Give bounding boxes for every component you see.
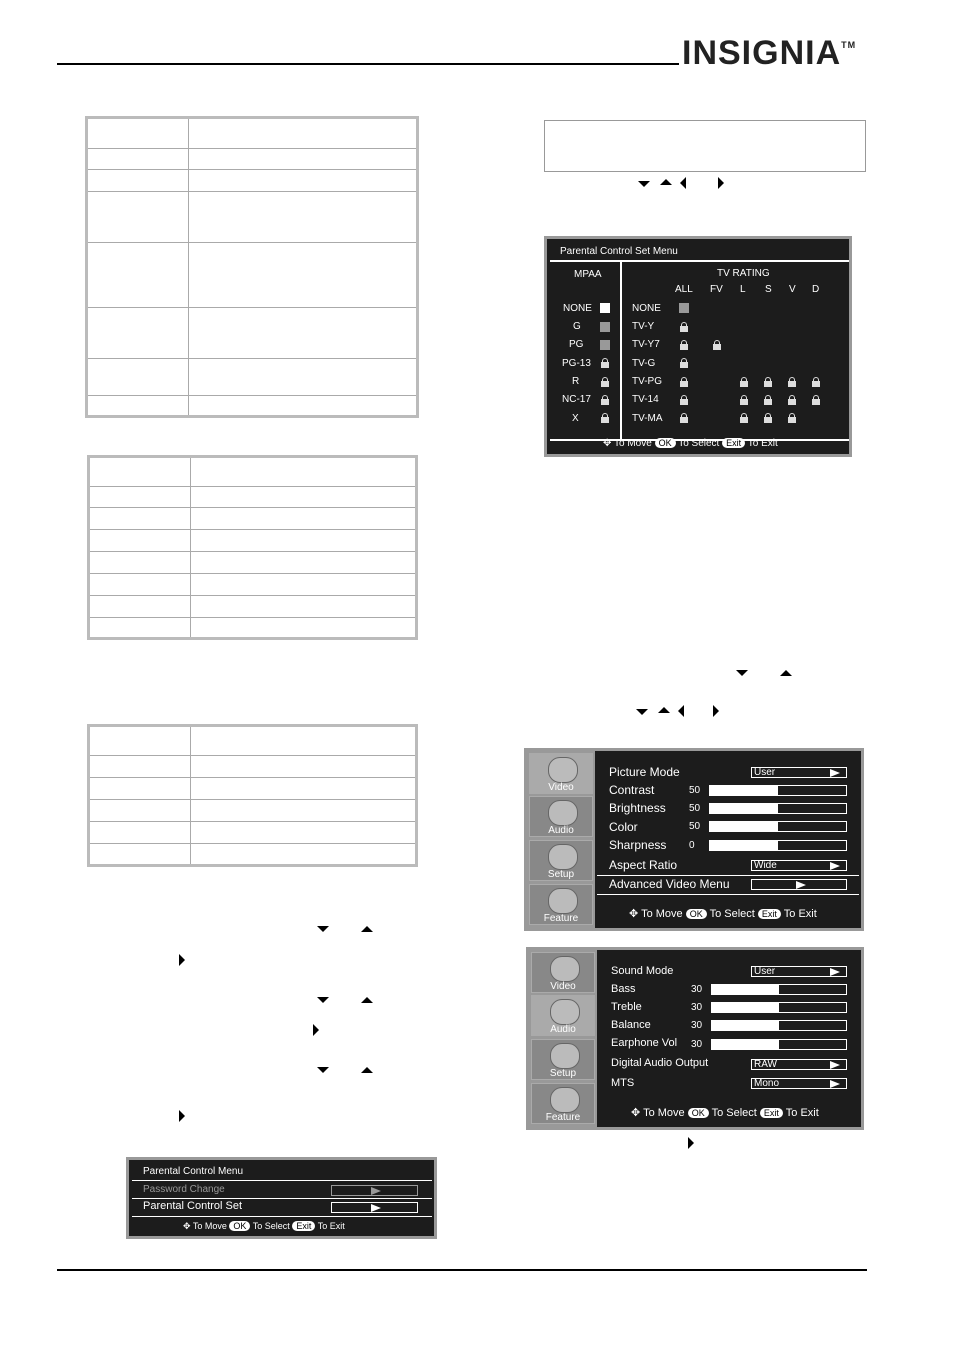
tv-ma[interactable]: TV-MA bbox=[632, 413, 663, 424]
side-tab-video[interactable]: Video bbox=[529, 753, 593, 794]
brand-logo: INSIGNIA™ bbox=[682, 34, 857, 72]
side-tab-feature[interactable]: Feature bbox=[531, 1083, 595, 1124]
exit-key-icon: Exit bbox=[760, 1108, 783, 1118]
lock-icon[interactable] bbox=[679, 377, 689, 387]
tv-y[interactable]: TV-Y bbox=[632, 321, 655, 332]
move-icon: ✥ bbox=[631, 1107, 641, 1119]
lock-icon[interactable] bbox=[679, 413, 689, 423]
color-label[interactable]: Color bbox=[609, 820, 638, 834]
ok-key-icon: OK bbox=[688, 1108, 709, 1118]
side-tab-feature[interactable]: Feature bbox=[529, 884, 593, 925]
col-fv: FV bbox=[710, 284, 723, 295]
earphone-vol-slider[interactable] bbox=[711, 1039, 847, 1050]
up-arrow-icon bbox=[660, 179, 672, 185]
lock-icon[interactable] bbox=[739, 377, 749, 387]
down-arrow-icon bbox=[317, 926, 329, 932]
exit-key-icon: Exit bbox=[758, 909, 781, 919]
side-tab-audio[interactable]: Audio bbox=[531, 995, 595, 1036]
lock-icon[interactable] bbox=[811, 377, 821, 387]
lock-icon[interactable] bbox=[679, 340, 689, 350]
col-l: L bbox=[740, 284, 746, 295]
col-all: ALL bbox=[675, 284, 693, 295]
right-arrow-icon bbox=[179, 1110, 185, 1122]
earphone-vol-label[interactable]: Earphone Vol bbox=[611, 1037, 678, 1049]
digital-audio-output-select[interactable]: RAW bbox=[751, 1059, 847, 1070]
contrast-value: 50 bbox=[689, 785, 701, 796]
feature-icon bbox=[548, 888, 578, 914]
unlocked-box-icon[interactable] bbox=[600, 303, 610, 313]
bass-slider[interactable] bbox=[711, 984, 847, 995]
bass-value: 30 bbox=[691, 984, 703, 995]
menu-title: Parental Control Set Menu bbox=[560, 246, 678, 257]
tv-rating-header: TV RATING bbox=[717, 268, 770, 279]
brightness-slider[interactable] bbox=[709, 803, 847, 814]
sound-mode-label[interactable]: Sound Mode bbox=[611, 965, 674, 977]
exit-key-icon: Exit bbox=[722, 438, 745, 448]
earphone-vol-value: 30 bbox=[691, 1039, 703, 1050]
lock-icon[interactable] bbox=[600, 413, 610, 423]
mts-label[interactable]: MTS bbox=[611, 1077, 635, 1089]
lock-icon[interactable] bbox=[787, 395, 797, 405]
up-arrow-icon bbox=[361, 926, 373, 932]
lock-icon[interactable] bbox=[739, 413, 749, 423]
advanced-video-menu-label[interactable]: Advanced Video Menu bbox=[609, 877, 730, 891]
balance-slider[interactable] bbox=[711, 1020, 847, 1031]
sharpness-label[interactable]: Sharpness bbox=[609, 838, 667, 852]
down-arrow-icon bbox=[736, 670, 748, 676]
setup-icon bbox=[548, 844, 578, 870]
move-icon: ✥ bbox=[603, 438, 612, 449]
col-s: S bbox=[765, 284, 772, 295]
unlocked-box-icon[interactable] bbox=[600, 340, 610, 350]
password-change-item[interactable]: Password Change bbox=[143, 1184, 225, 1195]
side-tab-setup[interactable]: Setup bbox=[531, 1039, 595, 1080]
left-arrow-icon bbox=[680, 177, 686, 189]
tv-pg[interactable]: TV-PG bbox=[632, 376, 663, 387]
up-arrow-icon bbox=[658, 707, 670, 713]
side-tab-video[interactable]: Video bbox=[531, 952, 595, 993]
menu-footer: ✥ To Move OK To Select Exit To Exit bbox=[629, 908, 817, 920]
balance-value: 30 bbox=[691, 1020, 703, 1031]
treble-label[interactable]: Treble bbox=[611, 1001, 642, 1013]
mpaa-none[interactable]: NONE bbox=[563, 303, 592, 314]
down-arrow-icon bbox=[636, 709, 648, 715]
mpaa-pg13[interactable]: PG-13 bbox=[562, 358, 591, 369]
video-menu bbox=[524, 748, 864, 931]
up-arrow-icon bbox=[361, 997, 373, 1003]
note-box bbox=[544, 120, 866, 172]
ok-key-icon: OK bbox=[686, 909, 707, 919]
lock-icon[interactable] bbox=[600, 377, 610, 387]
unlocked-box-icon[interactable] bbox=[600, 322, 610, 332]
right-arrow-icon bbox=[718, 177, 724, 189]
lock-icon[interactable] bbox=[763, 395, 773, 405]
mpaa-x[interactable]: X bbox=[572, 413, 579, 424]
mpaa-pg[interactable]: PG bbox=[569, 339, 584, 350]
lock-icon[interactable] bbox=[679, 395, 689, 405]
mts-select[interactable]: Mono bbox=[751, 1078, 847, 1089]
up-arrow-icon bbox=[361, 1067, 373, 1073]
up-arrow-icon bbox=[780, 670, 792, 676]
aspect-ratio-select[interactable]: Wide bbox=[751, 860, 847, 871]
parental-control-set-item[interactable]: Parental Control Set bbox=[143, 1200, 243, 1212]
parental-control-set-menu bbox=[544, 236, 852, 457]
bass-label[interactable]: Bass bbox=[611, 983, 636, 995]
lock-icon[interactable] bbox=[763, 377, 773, 387]
lock-icon[interactable] bbox=[712, 340, 722, 350]
digital-audio-output-label[interactable]: Digital Audio Output bbox=[611, 1057, 709, 1069]
menu-footer: ✥ To Move OK To Select Exit To Exit bbox=[603, 438, 778, 449]
speaker-icon bbox=[548, 800, 578, 826]
down-arrow-icon bbox=[638, 181, 650, 187]
down-arrow-icon bbox=[317, 1067, 329, 1073]
mpaa-g[interactable]: G bbox=[573, 321, 581, 332]
footer-rule bbox=[57, 1269, 867, 1271]
brightness-value: 50 bbox=[689, 803, 701, 814]
table-2 bbox=[87, 455, 418, 640]
mpaa-header: MPAA bbox=[574, 269, 602, 280]
lock-icon[interactable] bbox=[787, 377, 797, 387]
menu-footer: ✥ To Move OK To Select Exit To Exit bbox=[631, 1107, 819, 1119]
col-v: V bbox=[789, 284, 796, 295]
contrast-slider[interactable] bbox=[709, 785, 847, 796]
parental-control-set-button[interactable] bbox=[331, 1202, 418, 1213]
setup-icon bbox=[550, 1043, 580, 1069]
picture-mode-label[interactable]: Picture Mode bbox=[609, 765, 680, 779]
lock-icon[interactable] bbox=[600, 358, 610, 368]
treble-value: 30 bbox=[691, 1002, 703, 1013]
contrast-label[interactable]: Contrast bbox=[609, 783, 655, 797]
header-rule bbox=[57, 63, 679, 65]
table-3 bbox=[87, 724, 418, 867]
menu-footer: ✥ To Move OK To Select Exit To Exit bbox=[183, 1221, 345, 1231]
brightness-label[interactable]: Brightness bbox=[609, 801, 666, 815]
ok-key-icon: OK bbox=[229, 1221, 250, 1231]
tv-14[interactable]: TV-14 bbox=[632, 394, 659, 405]
lock-icon[interactable] bbox=[763, 413, 773, 423]
lock-icon[interactable] bbox=[739, 395, 749, 405]
sharpness-slider[interactable] bbox=[709, 840, 847, 851]
unlocked-box-icon[interactable] bbox=[679, 303, 689, 313]
color-slider[interactable] bbox=[709, 821, 847, 832]
lock-icon[interactable] bbox=[600, 395, 610, 405]
menu-title: Parental Control Menu bbox=[143, 1166, 244, 1177]
side-tab-audio[interactable]: Audio bbox=[529, 796, 593, 837]
video-icon bbox=[548, 757, 578, 783]
treble-slider[interactable] bbox=[711, 1002, 847, 1013]
tv-none[interactable]: NONE bbox=[632, 303, 661, 314]
col-d: D bbox=[812, 284, 820, 295]
advanced-video-menu-button[interactable] bbox=[751, 879, 847, 890]
ok-key-icon: OK bbox=[655, 438, 676, 448]
mpaa-nc17[interactable]: NC-17 bbox=[562, 394, 591, 405]
speaker-icon bbox=[550, 999, 580, 1025]
tv-y7[interactable]: TV-Y7 bbox=[632, 339, 660, 350]
tv-g[interactable]: TV-G bbox=[632, 358, 656, 369]
balance-label[interactable]: Balance bbox=[611, 1019, 651, 1031]
mpaa-r[interactable]: R bbox=[572, 376, 580, 387]
parental-control-menu bbox=[126, 1157, 437, 1239]
lock-icon[interactable] bbox=[787, 413, 797, 423]
lock-icon[interactable] bbox=[679, 358, 689, 368]
sound-mode-select[interactable]: User bbox=[751, 966, 847, 977]
right-arrow-icon bbox=[179, 954, 185, 966]
video-icon bbox=[550, 956, 580, 982]
lock-icon[interactable] bbox=[679, 322, 689, 332]
aspect-ratio-label[interactable]: Aspect Ratio bbox=[609, 858, 678, 872]
picture-mode-select[interactable]: User bbox=[751, 767, 847, 778]
right-arrow-icon bbox=[313, 1024, 319, 1036]
password-change-button[interactable] bbox=[331, 1185, 418, 1196]
exit-key-icon: Exit bbox=[292, 1221, 315, 1231]
down-arrow-icon bbox=[317, 997, 329, 1003]
right-arrow-icon bbox=[713, 705, 719, 717]
right-arrow-icon bbox=[688, 1137, 694, 1149]
side-tab-setup[interactable]: Setup bbox=[529, 840, 593, 881]
color-value: 50 bbox=[689, 821, 701, 832]
move-icon: ✥ bbox=[629, 908, 639, 920]
lock-icon[interactable] bbox=[811, 395, 821, 405]
sharpness-value: 0 bbox=[689, 840, 695, 851]
audio-menu bbox=[526, 947, 864, 1130]
table-1 bbox=[85, 116, 419, 418]
feature-icon bbox=[550, 1087, 580, 1113]
move-icon: ✥ bbox=[183, 1221, 191, 1231]
left-arrow-icon bbox=[678, 705, 684, 717]
